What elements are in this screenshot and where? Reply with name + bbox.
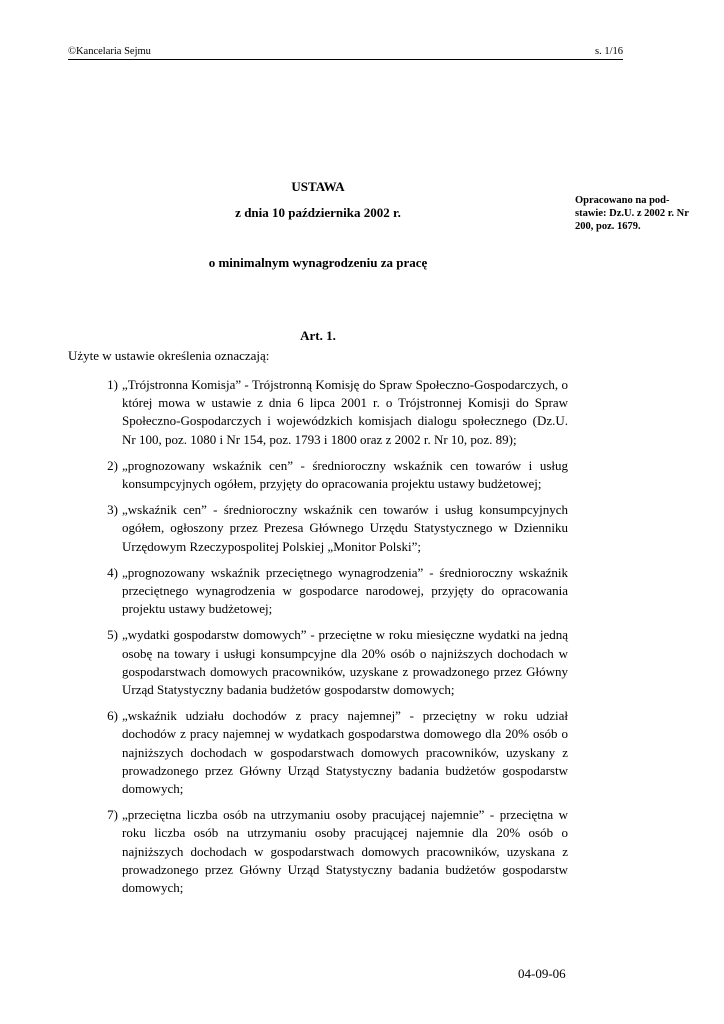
article-intro: Użyte w ustawie określenia oznaczają: xyxy=(68,348,270,363)
header-page-number: s. 1/16 xyxy=(594,46,623,57)
act-type-heading: USTAWA xyxy=(291,179,345,194)
list-item xyxy=(68,626,568,699)
page-header xyxy=(68,45,623,60)
item-number: 1) xyxy=(107,377,118,392)
list-item xyxy=(68,501,568,556)
list-item xyxy=(68,806,568,897)
item-number: 2) xyxy=(107,457,118,473)
item-number: 3) xyxy=(107,502,118,518)
item-number: 4) xyxy=(107,564,118,580)
source-note: Opracowano na pod-stawie: Dz.U. z 2002 r. Nr 200, poz. 1679. xyxy=(575,195,689,232)
item-number: 7) xyxy=(107,807,118,823)
item-text: „prognozowany wskaźnik cen” - średnioroczny wskaźnik cen towarów i usług konsumpcyjnych ogółem, przyjęty do opracowania projektu ustawy budżetowej; xyxy=(122,457,568,492)
page-footer-date: 04-09-06 xyxy=(518,966,566,981)
list-item xyxy=(68,457,568,493)
item-text: „wydatki gospodarstw domowych” - przeciętne w roku miesięczne wydatki na jedną osobę na towary i usługi konsumpcyjne dla 20% osób o najniższych dochodach w gospodarstwach domowych pracowników, uzyskane z prowadzonego przez Główny Urząd Statystyczny badania budżetów gospodarstw domowych; xyxy=(122,627,568,698)
act-title-heading: o minimalnym wynagrodzeniu za pracę xyxy=(208,255,428,270)
item-text: „wskaźnik cen” - średnioroczny wskaźnik cen towarów i usług konsumpcyjnych ogółem, ogłoszony przez Prezesa Głównego Urzędu Statystycznego w Dzienniku Urzędowym Rzeczypospolitej Polskiej „Monitor Polski”; xyxy=(122,502,568,554)
list-item xyxy=(68,564,568,619)
definitions-list xyxy=(68,376,568,905)
list-item xyxy=(68,707,568,798)
act-date-heading: z dnia 10 października 2002 r. xyxy=(235,205,401,220)
item-text: „prognozowany wskaźnik przeciętnego wynagrodzenia” - średnioroczny wskaźnik przeciętnego wynagrodzenia w gospodarce narodowej, przyjęty do opracowania projektu ustawy budżetowej; xyxy=(122,564,568,617)
header-publisher: ©Kancelaria Sejmu xyxy=(68,46,151,57)
item-number: 5) xyxy=(107,627,118,643)
article-heading: Art. 1. xyxy=(300,328,336,343)
list-item xyxy=(68,376,568,449)
item-text: „wskaźnik udziału dochodów z pracy najemnej” - przeciętny w roku udział dochodów z pracy najemnej w wydatkach gospodarstwa domowego dla 20% osób o najniższych dochodach w gospodarstwach domowych pracowników, uzyskany z prowadzonego przez Główny Urząd Statystyczny badania budżetów gospodarstw domowych; xyxy=(122,708,568,797)
item-number: 6) xyxy=(107,708,118,724)
item-text: „przeciętna liczba osób na utrzymaniu osoby pracującej najemnie” - przeciętna w roku liczba osób na utrzymaniu osoby pracującej najemnie dla 20% osób o najniższych dochodach w gospodarstwach domowych pracowników, uzyskana z prowadzonego przez Główny Urząd Statystyczny badania budżetów gospodarstw domowych; xyxy=(122,807,568,896)
item-text: „Trójstronna Komisja” - Trójstronną Komisję do Spraw Społeczno-Gospodarczych, o której mowa w ustawie z dnia 6 lipca 2001 r. o Trójstronnej Komisji do Spraw Społeczno-Gospodarczych i wojewódzkich komisjach dialogu społecznego (Dz.U. Nr 100, poz. 1080 i Nr 154, poz. 1793 i 1800 oraz z 2002 r. Nr 10, poz. 89); xyxy=(122,377,568,447)
